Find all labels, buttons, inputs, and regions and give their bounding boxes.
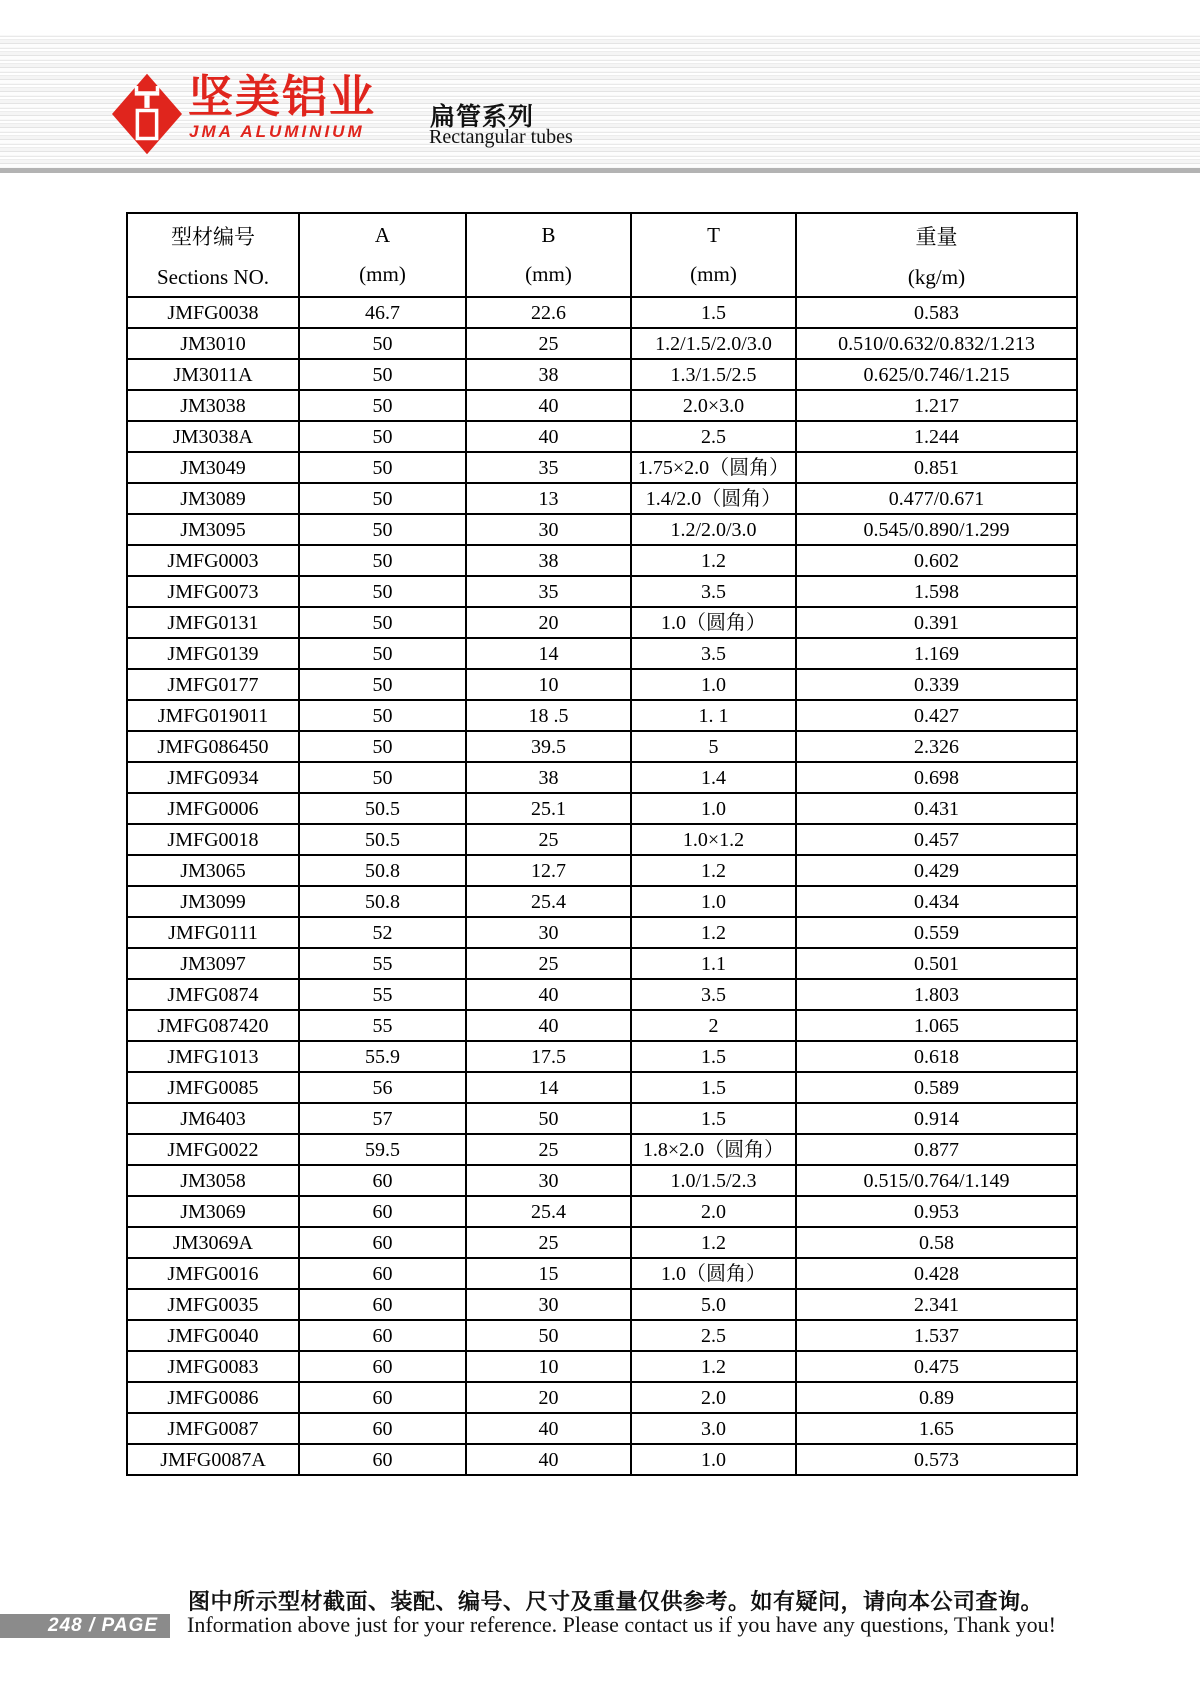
table-cell: 1. 1	[631, 700, 796, 731]
table-cell: JM3049	[127, 452, 299, 483]
table-row	[127, 359, 1077, 390]
table-cell: 40	[466, 979, 631, 1010]
table-cell: 25	[466, 948, 631, 979]
table-cell: 0.431	[796, 793, 1077, 824]
table-cell: 1.169	[796, 638, 1077, 669]
table-cell: 0.573	[796, 1444, 1077, 1475]
sections-spec-table	[126, 212, 1078, 1476]
table-cell: 38	[466, 545, 631, 576]
jma-diamond-logo-icon	[112, 72, 182, 156]
col-header-t-mm: T (mm)	[631, 213, 796, 297]
table-cell: 59.5	[299, 1134, 466, 1165]
table-cell: 10	[466, 669, 631, 700]
table-row	[127, 1165, 1077, 1196]
table-cell: 25.4	[466, 1196, 631, 1227]
table-cell: JM3069	[127, 1196, 299, 1227]
table-cell: 55	[299, 979, 466, 1010]
table-cell: JM3095	[127, 514, 299, 545]
table-cell: 2.0	[631, 1196, 796, 1227]
table-cell: 1.803	[796, 979, 1077, 1010]
table-row	[127, 1382, 1077, 1413]
table-cell: 57	[299, 1103, 466, 1134]
table-row	[127, 1227, 1077, 1258]
table-cell: 46.7	[299, 297, 466, 328]
table-row	[127, 1072, 1077, 1103]
table-cell: 5.0	[631, 1289, 796, 1320]
col-header-sections-no: 型材编号 Sections NO.	[127, 213, 299, 297]
table-cell: JMFG0035	[127, 1289, 299, 1320]
table-cell: 1.2/1.5/2.0/3.0	[631, 328, 796, 359]
table-row	[127, 483, 1077, 514]
table-cell: 14	[466, 638, 631, 669]
col-header-a-mm: A (mm)	[299, 213, 466, 297]
table-row	[127, 545, 1077, 576]
table-row	[127, 855, 1077, 886]
table-cell: 55	[299, 948, 466, 979]
table-cell: 1.0×1.2	[631, 824, 796, 855]
table-cell: 15	[466, 1258, 631, 1289]
table-cell: 0.510/0.632/0.832/1.213	[796, 328, 1077, 359]
table-cell: JMFG0016	[127, 1258, 299, 1289]
table-cell: 1.1	[631, 948, 796, 979]
table-row	[127, 1041, 1077, 1072]
table-row	[127, 576, 1077, 607]
table-cell: JMFG0087A	[127, 1444, 299, 1475]
table-cell: 20	[466, 1382, 631, 1413]
table-row	[127, 607, 1077, 638]
table-cell: 1.4/2.0（圆角）	[631, 483, 796, 514]
table-row	[127, 700, 1077, 731]
table-cell: 2.0	[631, 1382, 796, 1413]
table-cell: 1.3/1.5/2.5	[631, 359, 796, 390]
table-row	[127, 452, 1077, 483]
table-cell: 1.0（圆角）	[631, 1258, 796, 1289]
table-row	[127, 762, 1077, 793]
table-cell: JMFG0177	[127, 669, 299, 700]
table-cell: 0.602	[796, 545, 1077, 576]
table-cell: 60	[299, 1382, 466, 1413]
table-cell: JMFG0874	[127, 979, 299, 1010]
table-cell: 50	[299, 669, 466, 700]
table-cell: 50	[299, 483, 466, 514]
table-cell: 0.625/0.746/1.215	[796, 359, 1077, 390]
table-cell: 50	[299, 359, 466, 390]
table-cell: JMFG0087	[127, 1413, 299, 1444]
table-cell: JM3038	[127, 390, 299, 421]
table-cell: 5	[631, 731, 796, 762]
table-cell: 60	[299, 1320, 466, 1351]
table-cell: JMFG086450	[127, 731, 299, 762]
table-cell: 3.5	[631, 979, 796, 1010]
table-cell: 0.559	[796, 917, 1077, 948]
table-cell: 50	[466, 1103, 631, 1134]
table-cell: 14	[466, 1072, 631, 1103]
table-cell: 55	[299, 1010, 466, 1041]
table-cell: 52	[299, 917, 466, 948]
table-row	[127, 1351, 1077, 1382]
table-cell: 13	[466, 483, 631, 514]
table-cell: 50.8	[299, 855, 466, 886]
table-cell: 25	[466, 1134, 631, 1165]
page-header	[0, 0, 1200, 176]
table-cell: JM3099	[127, 886, 299, 917]
table-cell: 1.2	[631, 1351, 796, 1382]
table-cell: JM3089	[127, 483, 299, 514]
table-cell: 0.391	[796, 607, 1077, 638]
table-row	[127, 1196, 1077, 1227]
table-row	[127, 1289, 1077, 1320]
table-row	[127, 390, 1077, 421]
table-row	[127, 1103, 1077, 1134]
table-cell: 0.434	[796, 886, 1077, 917]
table-cell: 40	[466, 390, 631, 421]
table-cell: 39.5	[466, 731, 631, 762]
table-cell: 2.341	[796, 1289, 1077, 1320]
table-cell: 50.8	[299, 886, 466, 917]
table-row	[127, 1258, 1077, 1289]
table-cell: JMFG019011	[127, 700, 299, 731]
table-cell: JMFG0038	[127, 297, 299, 328]
table-cell: 60	[299, 1289, 466, 1320]
table-cell: JM3038A	[127, 421, 299, 452]
table-cell: 50	[299, 731, 466, 762]
table-cell: 0.914	[796, 1103, 1077, 1134]
table-cell: 50	[299, 328, 466, 359]
table-cell: 50	[299, 762, 466, 793]
table-cell: JM3010	[127, 328, 299, 359]
table-cell: JMFG0018	[127, 824, 299, 855]
table-cell: 10	[466, 1351, 631, 1382]
table-cell: 40	[466, 1444, 631, 1475]
table-cell: 1.2	[631, 545, 796, 576]
table-cell: 22.6	[466, 297, 631, 328]
table-cell: 38	[466, 762, 631, 793]
table-row	[127, 669, 1077, 700]
header-top-white-band	[0, 0, 1200, 35]
table-row	[127, 1444, 1077, 1475]
table-cell: JMFG0086	[127, 1382, 299, 1413]
table-cell: 50.5	[299, 824, 466, 855]
table-cell: 60	[299, 1351, 466, 1382]
table-cell: 1.8×2.0（圆角）	[631, 1134, 796, 1165]
series-title-zh: 扁管系列	[430, 103, 535, 131]
table-cell: 1.537	[796, 1320, 1077, 1351]
table-cell: 20	[466, 607, 631, 638]
table-body	[127, 297, 1077, 1475]
table-cell: 1.4	[631, 762, 796, 793]
table-row	[127, 1320, 1077, 1351]
table-row	[127, 979, 1077, 1010]
table-cell: 30	[466, 1289, 631, 1320]
table-cell: 40	[466, 1413, 631, 1444]
table-cell: 50	[299, 607, 466, 638]
col-header-weight-kgm: 重量 (kg/m)	[796, 213, 1077, 297]
table-cell: 1.65	[796, 1413, 1077, 1444]
table-cell: 1.2	[631, 1227, 796, 1258]
table-cell: JMFG0934	[127, 762, 299, 793]
table-cell: JMFG0085	[127, 1072, 299, 1103]
table-cell: 60	[299, 1165, 466, 1196]
table-cell: JMFG0022	[127, 1134, 299, 1165]
table-cell: 3.5	[631, 576, 796, 607]
table-cell: 50	[299, 514, 466, 545]
page-number-badge: 248 / PAGE	[0, 1614, 170, 1638]
table-cell: 2	[631, 1010, 796, 1041]
table-cell: 30	[466, 1165, 631, 1196]
table-cell: JM6403	[127, 1103, 299, 1134]
table-cell: 50	[299, 700, 466, 731]
table-cell: JMFG0073	[127, 576, 299, 607]
table-cell: 0.851	[796, 452, 1077, 483]
brand-name-en: JMA ALUMINIUM	[189, 122, 365, 141]
table-cell: 50.5	[299, 793, 466, 824]
table-cell: JMFG087420	[127, 1010, 299, 1041]
table-cell: JMFG0139	[127, 638, 299, 669]
table-cell: JMFG0040	[127, 1320, 299, 1351]
table-cell: 3.0	[631, 1413, 796, 1444]
table-cell: 35	[466, 576, 631, 607]
table-cell: 1.5	[631, 1072, 796, 1103]
table-cell: 1.0	[631, 886, 796, 917]
table-cell: 38	[466, 359, 631, 390]
table-cell: JMFG0083	[127, 1351, 299, 1382]
footer-note-zh: 图中所示型材截面、装配、编号、尺寸及重量仅供参考。如有疑问，请向本公司查询。	[188, 1589, 1044, 1614]
table-cell: 60	[299, 1444, 466, 1475]
table-cell: JM3097	[127, 948, 299, 979]
table-cell: 0.89	[796, 1382, 1077, 1413]
table-cell: 18 .5	[466, 700, 631, 731]
table-cell: 1.217	[796, 390, 1077, 421]
table-cell: 50	[299, 576, 466, 607]
table-row	[127, 824, 1077, 855]
table-cell: 1.5	[631, 297, 796, 328]
table-cell: 0.583	[796, 297, 1077, 328]
table-cell: 1.598	[796, 576, 1077, 607]
table-row	[127, 1413, 1077, 1444]
table-cell: 50	[299, 390, 466, 421]
table-row	[127, 886, 1077, 917]
table-cell: 17.5	[466, 1041, 631, 1072]
table-cell: 0.618	[796, 1041, 1077, 1072]
table-cell: 1.0（圆角）	[631, 607, 796, 638]
table-cell: 0.877	[796, 1134, 1077, 1165]
table-row	[127, 917, 1077, 948]
footer-note-en: Information above just for your reference. Please contact us if you have any questions, Thank you!	[187, 1612, 1056, 1637]
table-cell: JM3065	[127, 855, 299, 886]
table-cell: 0.457	[796, 824, 1077, 855]
table-cell: 1.75×2.0（圆角）	[631, 452, 796, 483]
table-cell: 1.0	[631, 669, 796, 700]
table-cell: 0.953	[796, 1196, 1077, 1227]
table-row	[127, 1010, 1077, 1041]
table-cell: 50	[299, 421, 466, 452]
table-cell: 0.475	[796, 1351, 1077, 1382]
table-cell: 60	[299, 1227, 466, 1258]
table-cell: 3.5	[631, 638, 796, 669]
table-cell: 25	[466, 1227, 631, 1258]
table-cell: 1.0	[631, 1444, 796, 1475]
table-cell: 0.501	[796, 948, 1077, 979]
table-cell: 35	[466, 452, 631, 483]
table-header-row	[127, 213, 1077, 297]
table-cell: 25	[466, 328, 631, 359]
table-cell: 55.9	[299, 1041, 466, 1072]
table-row	[127, 514, 1077, 545]
table-cell: JMFG0131	[127, 607, 299, 638]
table-cell: 25.1	[466, 793, 631, 824]
table-cell: 0.429	[796, 855, 1077, 886]
table-cell: JMFG0006	[127, 793, 299, 824]
table-row	[127, 948, 1077, 979]
table-cell: 0.427	[796, 700, 1077, 731]
table-cell: 40	[466, 1010, 631, 1041]
table-cell: 50	[466, 1320, 631, 1351]
table-cell: 30	[466, 917, 631, 948]
table-cell: 25	[466, 824, 631, 855]
table-cell: 1.5	[631, 1041, 796, 1072]
table-cell: 1.5	[631, 1103, 796, 1134]
table-cell: JMFG1013	[127, 1041, 299, 1072]
table-header	[127, 213, 1077, 297]
table-cell: 25.4	[466, 886, 631, 917]
table-cell: JMFG0111	[127, 917, 299, 948]
table-cell: 1.0	[631, 793, 796, 824]
table-cell: 1.065	[796, 1010, 1077, 1041]
table-cell: 56	[299, 1072, 466, 1103]
table-cell: 12.7	[466, 855, 631, 886]
table-cell: 0.589	[796, 1072, 1077, 1103]
table-cell: 0.339	[796, 669, 1077, 700]
table-cell: 50	[299, 452, 466, 483]
table-cell: 60	[299, 1258, 466, 1289]
table-cell: 1.2/2.0/3.0	[631, 514, 796, 545]
table-cell: 2.5	[631, 1320, 796, 1351]
table-cell: 40	[466, 421, 631, 452]
table-cell: 0.698	[796, 762, 1077, 793]
table-row	[127, 328, 1077, 359]
table-row	[127, 731, 1077, 762]
table-cell: 0.477/0.671	[796, 483, 1077, 514]
table-cell: JM3058	[127, 1165, 299, 1196]
col-header-b-mm: B (mm)	[466, 213, 631, 297]
table-row	[127, 297, 1077, 328]
brand-name-zh: 坚美铝业	[188, 71, 377, 122]
table-cell: JMFG0003	[127, 545, 299, 576]
table-cell: JM3011A	[127, 359, 299, 390]
table-cell: 0.428	[796, 1258, 1077, 1289]
table-cell: 0.515/0.764/1.149	[796, 1165, 1077, 1196]
table-cell: 50	[299, 545, 466, 576]
table-cell: 1.0/1.5/2.3	[631, 1165, 796, 1196]
table-cell: 2.326	[796, 731, 1077, 762]
table-cell: 50	[299, 638, 466, 669]
series-title-en: Rectangular tubes	[429, 126, 573, 148]
table-cell: 60	[299, 1196, 466, 1227]
table-row	[127, 1134, 1077, 1165]
table-cell: 1.2	[631, 917, 796, 948]
table-cell: 0.545/0.890/1.299	[796, 514, 1077, 545]
table-cell: 60	[299, 1413, 466, 1444]
table-cell: 0.58	[796, 1227, 1077, 1258]
table-cell: 1.244	[796, 421, 1077, 452]
table-cell: 1.2	[631, 855, 796, 886]
table-cell: 30	[466, 514, 631, 545]
table-row	[127, 421, 1077, 452]
table-row	[127, 793, 1077, 824]
table-row	[127, 638, 1077, 669]
table-cell: 2.0×3.0	[631, 390, 796, 421]
table-cell: JM3069A	[127, 1227, 299, 1258]
table-cell: 2.5	[631, 421, 796, 452]
